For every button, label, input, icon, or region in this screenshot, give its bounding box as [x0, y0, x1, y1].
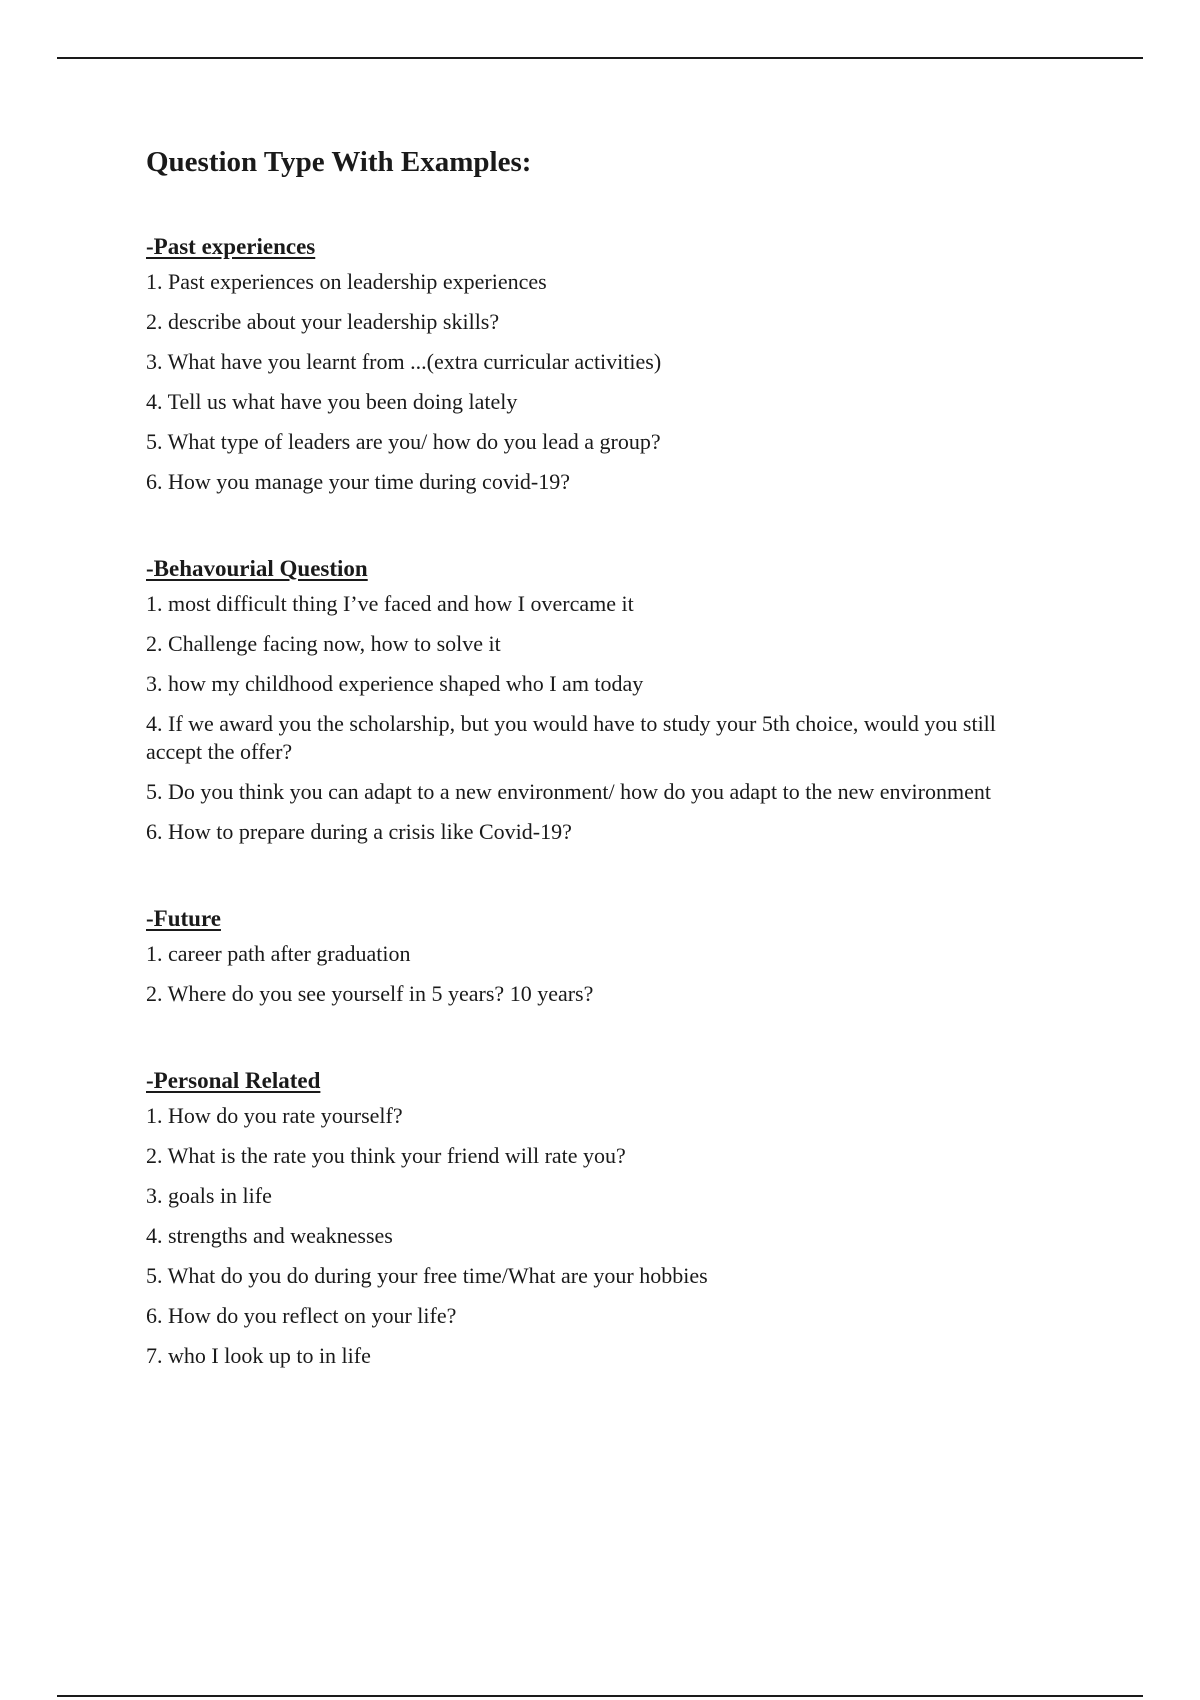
list-item: 4. Tell us what have you been doing lately — [146, 389, 518, 414]
list-item: 6. How you manage your time during covid-19? — [146, 469, 571, 494]
list-item: 2. describe about your leadership skills? — [146, 309, 500, 334]
list-item: 5. What type of leaders are you/ how do you lead a group? — [146, 429, 661, 454]
list-item: 6. How do you reflect on your life? — [146, 1303, 457, 1328]
question-list — [146, 590, 1046, 846]
list-item: 3. goals in life — [146, 1183, 272, 1208]
page-title: Question Type With Examples: — [146, 146, 532, 178]
question-list — [146, 1102, 1046, 1370]
list-item: 5. What do you do during your free time/What are your hobbies — [146, 1263, 708, 1288]
section-heading: -Personal Related — [146, 1068, 321, 1093]
document-body — [146, 140, 1046, 1382]
section-past-experiences — [146, 232, 1046, 496]
section-heading: -Behavourial Question — [146, 556, 368, 581]
list-item: 7. who I look up to in life — [146, 1343, 371, 1368]
list-item: 2. Where do you see yourself in 5 years? 10 years? — [146, 981, 594, 1006]
bottom-divider — [57, 1695, 1143, 1697]
section-behavioural-question — [146, 554, 1046, 846]
list-item: 1. Past experiences on leadership experiences — [146, 269, 547, 294]
list-item: 1. How do you rate yourself? — [146, 1103, 403, 1128]
top-divider — [57, 57, 1143, 59]
list-item: 1. career path after graduation — [146, 941, 411, 966]
question-list — [146, 940, 1046, 1008]
section-heading: -Past experiences — [146, 234, 316, 259]
question-list — [146, 268, 1046, 496]
list-item: 3. how my childhood experience shaped who I am today — [146, 671, 644, 696]
list-item: 4. If we award you the scholarship, but you would have to study your 5th choice, would you still accept the offer? — [146, 711, 996, 764]
list-item: 2. Challenge facing now, how to solve it — [146, 631, 501, 656]
list-item: 4. strengths and weaknesses — [146, 1223, 393, 1248]
list-item: 6. How to prepare during a crisis like Covid-19? — [146, 819, 572, 844]
list-item: 3. What have you learnt from ...(extra curricular activities) — [146, 349, 662, 374]
section-future — [146, 904, 1046, 1008]
section-heading: -Future — [146, 906, 221, 931]
section-personal-related — [146, 1066, 1046, 1370]
list-item: 5. Do you think you can adapt to a new environment/ how do you adapt to the new environment — [146, 779, 991, 804]
list-item: 1. most difficult thing I’ve faced and how I overcame it — [146, 591, 634, 616]
list-item: 2. What is the rate you think your friend will rate you? — [146, 1143, 626, 1168]
